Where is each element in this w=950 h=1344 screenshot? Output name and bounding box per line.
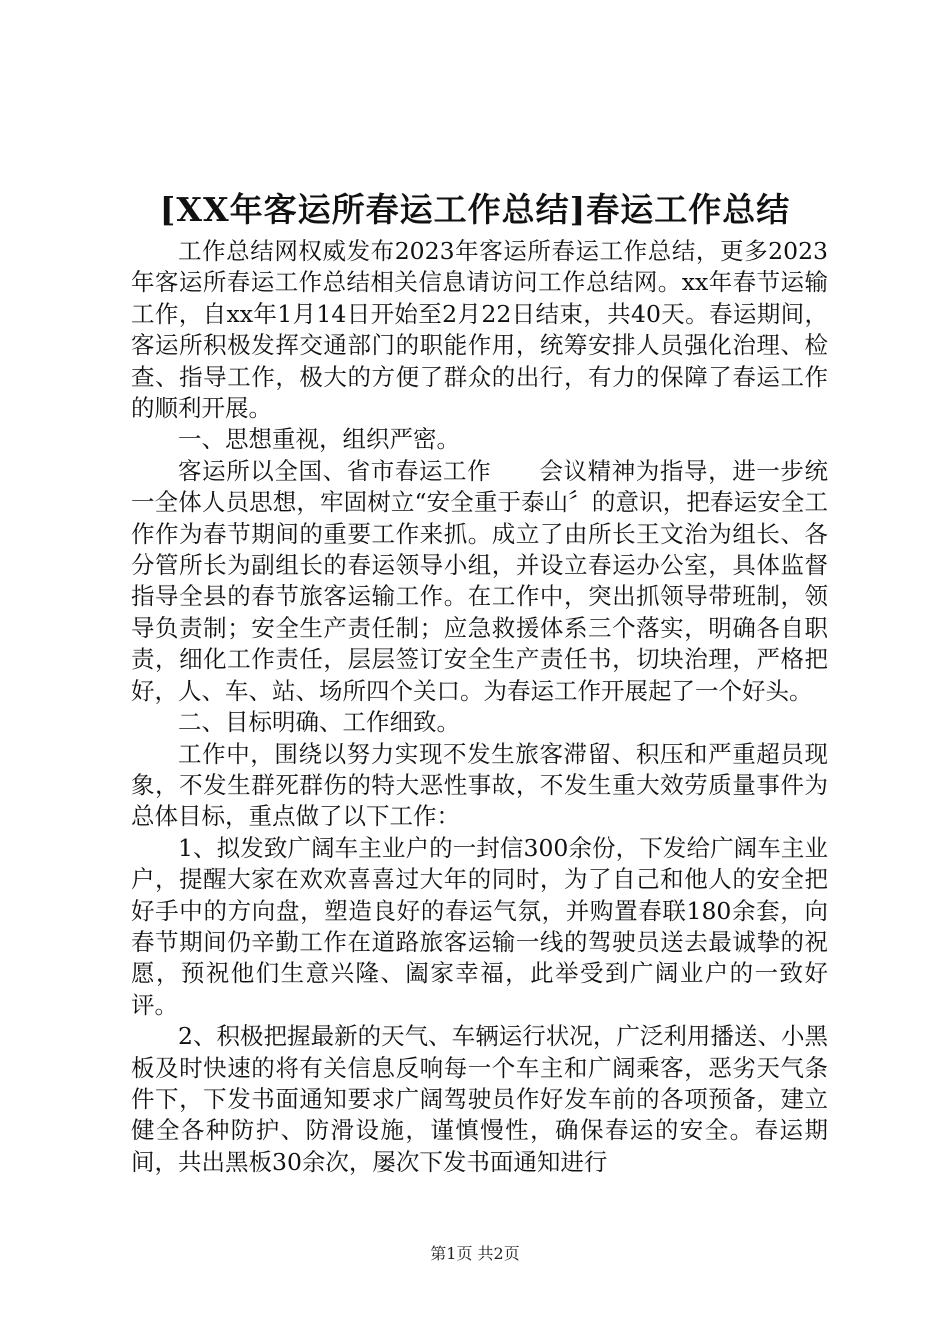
- document-title: [XX年客运所春运工作总结]春运工作总结: [159, 190, 791, 229]
- paragraph-intro: 工作总结网权威发布2023年客运所春运工作总结，更多2023年客运所春运工作总结相关信息请访问工作总结网。xx年春节运输工作，自xx年1月14日开始至2月22日结束，共40天。春运期间，客运所积极发挥交通部门的职能作用，统筹安排人员强化治理、检查、指导工作，极大的方便了群众的出行，有力的保障了春运工作的顺利开展。: [131, 237, 828, 423]
- section-heading-1: 一、思想重视，组织严密。: [178, 425, 460, 454]
- paragraph-section-2: 工作中，围绕以努力实现不发生旅客滞留、积压和严重超员现象，不发生群死群伤的特大恶性事故，不发生重大效劳质量事件为总体目标，重点做了以下工作：: [131, 739, 828, 831]
- paragraph-section-1: 客运所以全国、省市春运工作 会议精神为指导，进一步统一全体人员思想，牢固树立“安全重于泰山〞的意识，把春运安全工作作为春节期间的重要工作来抓。成立了由所长王文治为组长、各分管所长为副组长的春运领导小组，并设立春运办公室，具体监督指导全县的春节旅客运输工作。在工作中，突出抓领导带班制，领导负责制；安全生产责任制；应急救援体系三个落实，明确各自职责，细化工作责任，层层签订安全生产责任书，切块治理，严格把好，人、车、站、场所四个关口。为春运工作开展起了一个好头。: [131, 456, 828, 705]
- paragraph-item-1: 1、拟发致广阔车主业户的一封信300余份，下发给广阔车主业户，提醒大家在欢欢喜喜过大年的同时，为了自己和他人的安全把好手中的方向盘，塑造良好的春运气氛，并购置春联180余套，向春节期间仍辛勤工作在道路旅客运输一线的驾驶员送去最诚挚的祝愿，预祝他们生意兴隆、阖家幸福，此举受到广阔业户的一致好评。: [131, 833, 828, 1019]
- page-number-footer: 第1页 共2页: [430, 1244, 520, 1263]
- section-heading-2: 二、目标明确、工作细致。: [178, 708, 460, 737]
- paragraph-item-2: 2、积极把握最新的天气、车辆运行状况，广泛利用播送、小黑板及时快速的将有关信息反响每一个车主和广阔乘客，恶劣天气条件下，下发书面通知要求广阔驾驶员作好发车前的各项预备，建立健全各种防护、防滑设施，谨慎慢性，确保春运的安全。春运期间，共出黑板30余次，屡次下发书面通知进行: [131, 1022, 828, 1176]
- document-body: [131, 236, 828, 1178]
